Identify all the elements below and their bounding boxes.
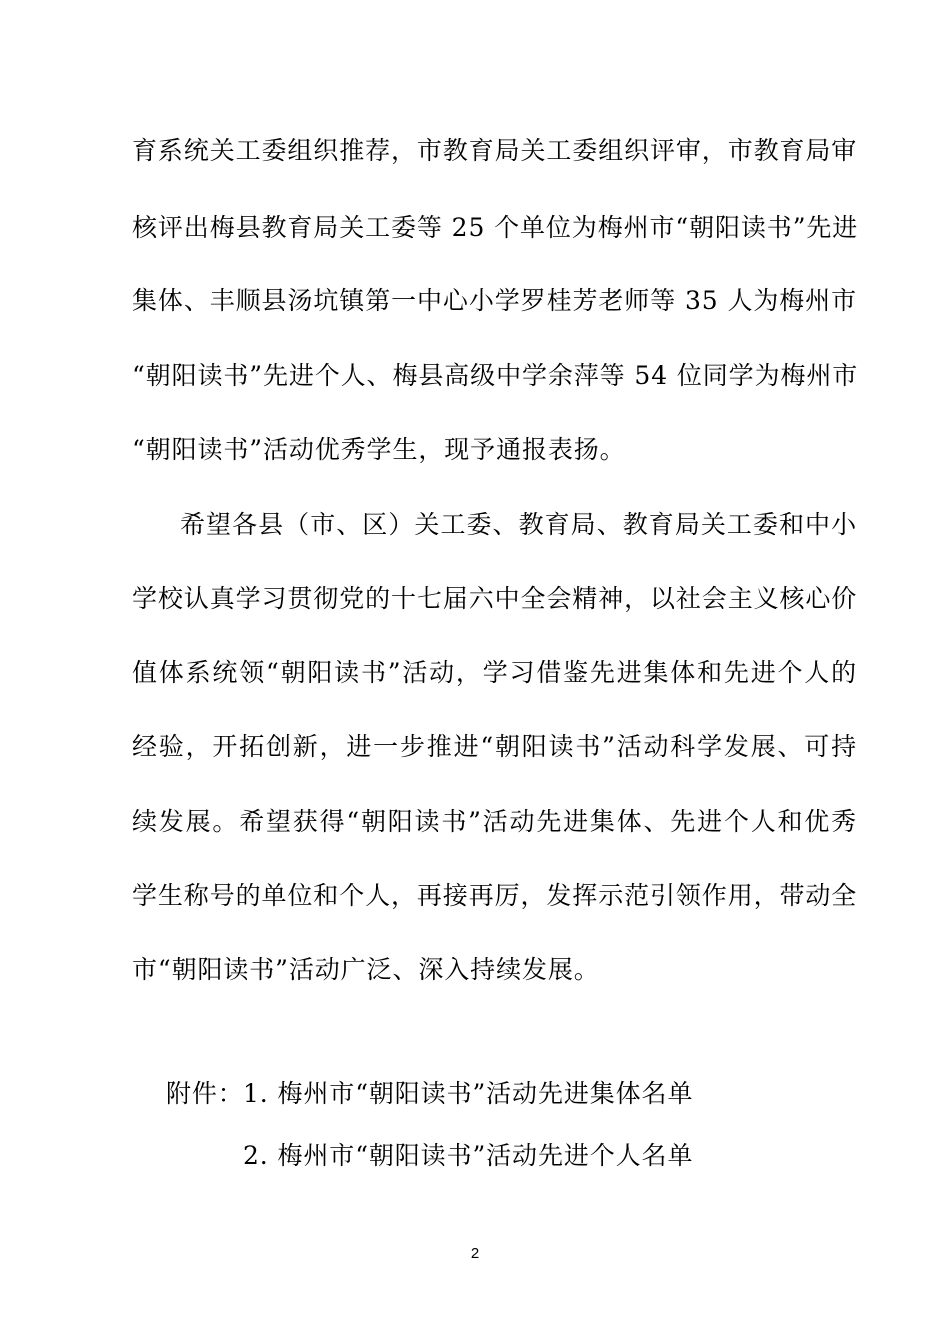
page-number: 2 xyxy=(470,1245,480,1262)
text-line: “朝阳读书”活动优秀学生，现予通报表扬。 xyxy=(132,435,626,464)
text-line: 育系统关工委组织推荐，市教育局关工委组织评审，市教育局审 xyxy=(132,136,858,165)
text-line: 值体系统领“朝阳读书”活动，学习借鉴先进集体和先进个人的 xyxy=(132,658,857,687)
text-line: 核评出梅县教育局关工委等 25 个单位为梅州市“朝阳读书”先进 xyxy=(132,213,859,242)
attachment-item: 2. 梅州市“朝阳读书”活动先进个人名单 xyxy=(243,1141,694,1170)
attachment-item: 1. 梅州市“朝阳读书”活动先进集体名单 xyxy=(243,1079,694,1108)
text-line: 市“朝阳读书”活动广泛、深入持续发展。 xyxy=(132,955,600,984)
text-line: 集体、丰顺县汤坑镇第一中心小学罗桂芳老师等 35 人为梅州市 xyxy=(132,286,857,315)
text-line: 经验，开拓创新，进一步推进“朝阳读书”活动科学发展、可持 xyxy=(132,732,857,761)
text-line: 学校认真学习贯彻党的十七届六中全会精神，以社会主义核心价 xyxy=(132,584,858,613)
text-line: “朝阳读书”先进个人、梅县高级中学余萍等 54 位同学为梅州市 xyxy=(132,361,859,390)
text-line: 学生称号的单位和个人，再接再厉，发挥示范引领作用，带动全 xyxy=(132,881,858,910)
text-line: 续发展。希望获得“朝阳读书”活动先进集体、先进个人和优秀 xyxy=(132,807,857,836)
attachments-label: 附件： xyxy=(166,1079,244,1108)
text-line: 希望各县（市、区）关工委、教育局、教育局关工委和中小 xyxy=(180,510,857,539)
